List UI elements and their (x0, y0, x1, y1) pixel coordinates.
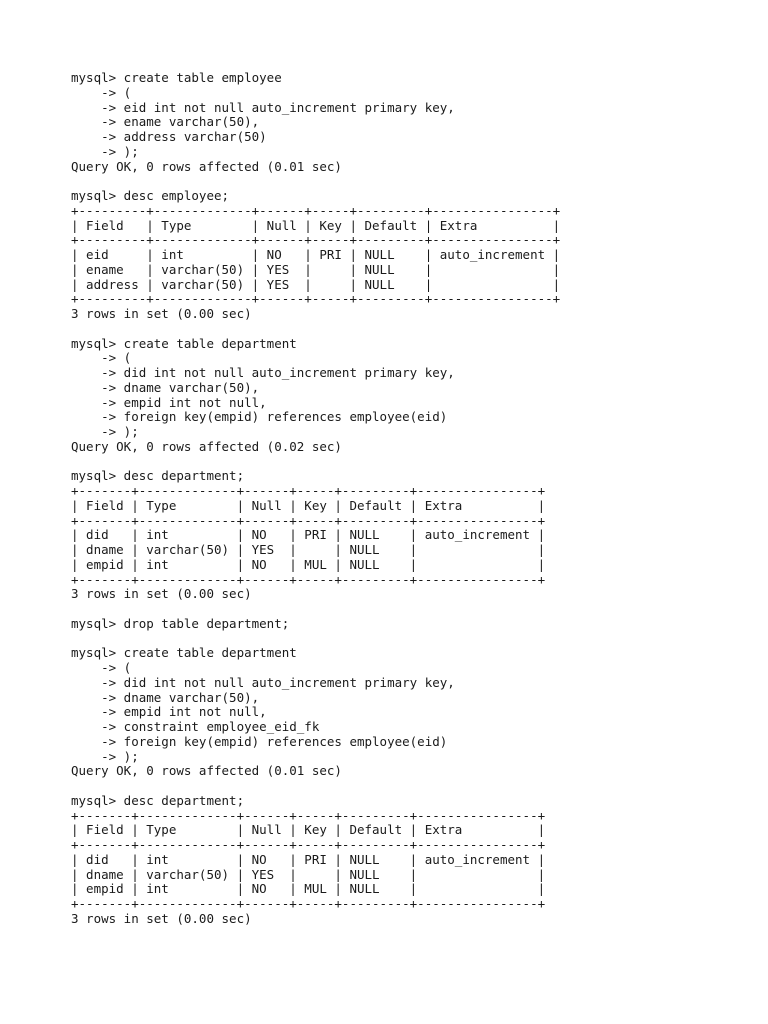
command-prompt-line: mysql> desc department; (71, 792, 245, 808)
table-row-line: | ename | varchar(50) | YES | | NULL | | (71, 261, 561, 277)
command-prompt-line: mysql> drop table department; (71, 615, 290, 631)
table-border-line: +---------+-------------+------+-----+---------+----------------+ (71, 202, 561, 218)
command-prompt-line: mysql> desc employee; (71, 188, 230, 203)
table-row-line: | did | int | NO | PRI | NULL | auto_increment | (71, 851, 546, 867)
continuation-line: -> ); (71, 424, 139, 439)
continuation-line: -> ( (71, 660, 132, 675)
continuation-line: -> did int not null auto_increment primary key, (71, 674, 455, 690)
table-border-line: +-------+-------------+------+-----+---------+----------------+ (71, 837, 546, 852)
blank-line (71, 779, 751, 794)
output-line: 3 rows in set (0.00 sec) (71, 306, 252, 321)
table-row-line: | did | int | NO | PRI | NULL | auto_increment | (71, 527, 546, 543)
command-prompt-line: mysql> create table department (71, 645, 297, 661)
command-prompt-line: mysql> desc department; (71, 468, 245, 484)
continuation-line: -> ( (71, 84, 132, 100)
blank-line (71, 632, 751, 647)
continuation-line: -> constraint employee_eid_fk (71, 719, 320, 734)
table-row-line: | Field | Type | Null | Key | Default | Extra | (71, 822, 546, 838)
table-row-line: | dname | varchar(50) | YES | | NULL | | (71, 542, 546, 557)
table-border-line: +-------+-------------+------+-----+---------+----------------+ (71, 807, 546, 823)
output-line: 3 rows in set (0.00 sec) (71, 910, 252, 926)
table-border-line: +-------+-------------+------+-----+---------+----------------+ (71, 483, 546, 498)
continuation-line: -> ); (71, 143, 139, 159)
table-border-line: +-------+-------------+------+-----+---------+----------------+ (71, 512, 546, 528)
continuation-line: -> ( (71, 350, 132, 366)
table-row-line: | eid | int | NO | PRI | NULL | auto_increment | (71, 247, 561, 262)
blank-line (71, 602, 751, 617)
table-border-line: +-------+-------------+------+-----+---------+----------------+ (71, 896, 546, 911)
continuation-line: -> did int not null auto_increment primary key, (71, 365, 455, 380)
continuation-line: -> dname varchar(50), (71, 379, 260, 395)
continuation-line: -> ename varchar(50), (71, 114, 260, 130)
blank-line (71, 322, 751, 337)
table-row-line: | Field | Type | Null | Key | Default | Extra | (71, 217, 561, 233)
continuation-line: -> ); (71, 748, 139, 764)
table-border-line: +---------+-------------+------+-----+---------+----------------+ (71, 291, 561, 307)
continuation-line: -> eid int not null auto_increment primary key, (71, 99, 455, 115)
output-line: Query OK, 0 rows affected (0.01 sec) (71, 158, 342, 174)
output-line: Query OK, 0 rows affected (0.02 sec) (71, 438, 342, 454)
table-row-line: | empid | int | NO | MUL | NULL | | (71, 881, 546, 897)
continuation-line: -> foreign key(empid) references employee(eid) (71, 409, 448, 425)
table-row-line: | Field | Type | Null | Key | Default | Extra | (71, 497, 546, 513)
table-row-line: | dname | varchar(50) | YES | | NULL | | (71, 866, 546, 882)
continuation-line: -> address varchar(50) (71, 129, 267, 144)
output-line: 3 rows in set (0.00 sec) (71, 586, 252, 602)
output-line: Query OK, 0 rows affected (0.01 sec) (71, 763, 342, 779)
continuation-line: -> empid int not null, (71, 704, 267, 720)
blank-line (71, 174, 751, 189)
table-row-line: | empid | int | NO | MUL | NULL | | (71, 556, 546, 572)
continuation-line: -> dname varchar(50), (71, 689, 260, 705)
command-prompt-line: mysql> create table department (71, 335, 297, 351)
table-border-line: +-------+-------------+------+-----+---------+----------------+ (71, 571, 546, 587)
table-border-line: +---------+-------------+------+-----+---------+----------------+ (71, 232, 561, 248)
table-row-line: | address | varchar(50) | YES | | NULL | | (71, 276, 561, 292)
terminal-output (71, 71, 751, 927)
continuation-line: -> empid int not null, (71, 394, 267, 410)
command-prompt-line: mysql> create table employee (71, 70, 282, 85)
blank-line (71, 455, 751, 470)
continuation-line: -> foreign key(empid) references employee(eid) (71, 733, 448, 749)
